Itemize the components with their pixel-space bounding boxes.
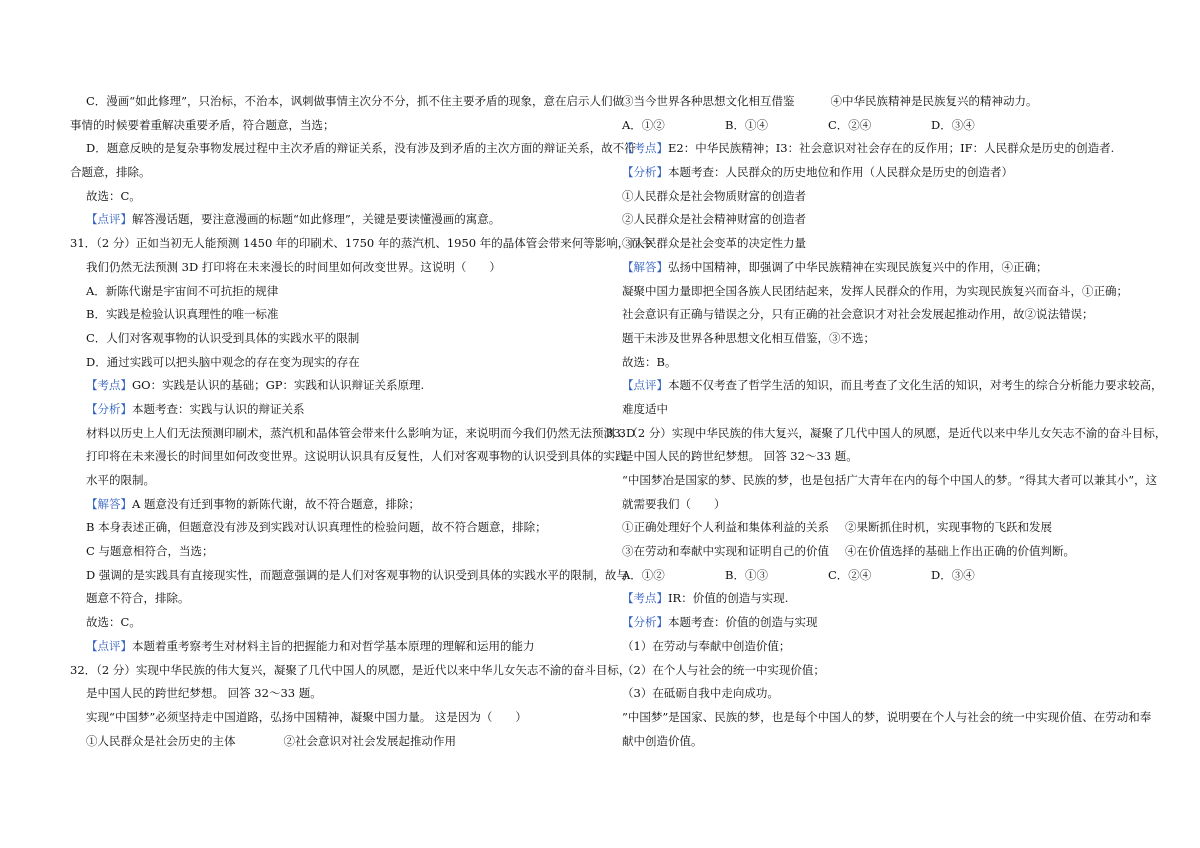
text-line: 事情的时候要着重解决重要矛盾，符合题意，当选； bbox=[70, 117, 335, 132]
text-line bbox=[606, 611, 1128, 635]
section-tag: 【考点】 bbox=[622, 141, 668, 156]
text-line bbox=[606, 374, 1163, 398]
section-tag: 【点评】 bbox=[86, 212, 132, 227]
text-line: 献中创造价值。 bbox=[622, 733, 703, 748]
section-text: E2：中华民族精神；I3：社会意识对社会存在的反作用；IF：人民群众是历史的创造者. bbox=[668, 141, 1115, 156]
text-line bbox=[70, 374, 592, 398]
text-line: 就需要我们（ ） bbox=[622, 496, 726, 511]
text-line: 31．（2 分）正如当初无人能预测 1450 年的印刷术、1750 年的蒸汽机、1950 年的晶体管会带来何等影响，而今 bbox=[70, 236, 653, 251]
text-line: 32．（2 分）实现中华民族的伟大复兴，凝聚了几代中国人的夙愿，是近代以来中华儿女矢志不渝的奋斗目标， bbox=[70, 662, 631, 677]
text-line bbox=[606, 137, 1128, 161]
text-line: “中国梦冶是国家的梦、民族的梦，也是包括广大青年在内的每个中国人的梦。“得其大者可以兼其小”，这 bbox=[622, 473, 1158, 487]
option-statement: ②果断抓住时机，实现事物的飞跃和发展 bbox=[845, 520, 1052, 535]
section-text: 本题着重考察考生对材料主旨的把握能力和对哲学基本原理的理解和运用的能力 bbox=[132, 638, 535, 653]
section-text: GO：实践是认识的基础；GP：实践和认识辩证关系原理. bbox=[132, 378, 425, 393]
answer-choice: A．①② bbox=[622, 567, 665, 582]
text-line: ②人民群众是社会精神财富的创造者 bbox=[622, 212, 806, 227]
section-tag: 【点评】 bbox=[622, 378, 668, 393]
text-line bbox=[70, 208, 592, 232]
text-line bbox=[70, 398, 592, 422]
section-tag: 【分析】 bbox=[86, 401, 132, 416]
text-line: C 与题意相符合，当选； bbox=[86, 544, 214, 559]
text-line: 题意不符合，排除。 bbox=[86, 591, 190, 606]
option-statement: ③在劳动和奉献中实现和证明自己的价值 bbox=[622, 544, 829, 559]
text-line bbox=[606, 256, 1128, 280]
text-line: C．人们对客观事物的认识受到具体的实践水平的限制 bbox=[86, 330, 360, 345]
section-tag: 【考点】 bbox=[622, 591, 668, 606]
text-line: 社会意识有正确与错误之分，只有正确的社会意识才对社会发展起推动作用，故②说法错误； bbox=[622, 307, 1094, 322]
section-tag: 【解答】 bbox=[86, 496, 132, 511]
text-line bbox=[606, 516, 1128, 540]
text-line bbox=[606, 540, 1128, 564]
text-line: ③人民群众是社会变革的决定性力量 bbox=[622, 236, 806, 251]
text-line: ”中国梦”是国家、民族的梦，也是每个中国人的梦，说明要在个人与社会的统一中实现价值、在劳动和奉 bbox=[622, 709, 1152, 724]
right-column bbox=[606, 90, 1167, 753]
answer-choice: D．③④ bbox=[931, 117, 975, 132]
text-line: 难度适中 bbox=[622, 401, 668, 416]
text-line: 我们仍然无法预测 3D 打印将在未来漫长的时间里如何改变世界。这说明（ ） bbox=[86, 259, 501, 274]
text-line: 是中国人民的跨世纪梦想。 回答 32～33 题。 bbox=[622, 449, 858, 464]
text-line: 材料以历史上人们无法预测印刷术，蒸汽机和晶体管会带来什么影响为证，来说明而今我们仍然无法预测 3D bbox=[86, 425, 636, 440]
text-line bbox=[606, 114, 1128, 138]
text-line: 33．（2 分）实现中华民族的伟大复兴，凝聚了几代中国人的夙愿，是近代以来中华儿女矢志不渝的奋斗目标， bbox=[606, 425, 1167, 440]
section-text: 本题考查：人民群众的历史地位和作用（人民群众是历史的创造者） bbox=[668, 165, 1013, 180]
section-tag: 【考点】 bbox=[86, 378, 132, 393]
text-line: D．通过实践可以把头脑中观念的存在变为现实的存在 bbox=[86, 354, 360, 369]
text-line: 合题意，排除。 bbox=[70, 165, 151, 180]
text-line: 故选：C。 bbox=[86, 188, 141, 203]
option-statement: ③当今世界各种思想文化相互借鉴 bbox=[622, 94, 795, 108]
text-line: D 强调的是实践具有直接现实性，而题意强调的是人们对客观事物的认识受到具体的实践水平的限制，故与 bbox=[86, 567, 628, 582]
section-text: 本题不仅考查了哲学生活的知识，而且考查了文化生活的知识，对考生的综合分析能力要求较高， bbox=[668, 378, 1163, 393]
section-tag: 【分析】 bbox=[622, 615, 668, 630]
text-line: B 本身表述正确，但题意没有涉及到实践对认识真理性的检验问题，故不符合题意，排除； bbox=[86, 520, 547, 535]
text-line: 故选：B。 bbox=[622, 354, 677, 369]
section-tag: 【分析】 bbox=[622, 165, 668, 180]
section-tag: 【点评】 bbox=[86, 638, 132, 653]
text-line bbox=[606, 90, 1128, 114]
text-line: B．实践是检验认识真理性的唯一标准 bbox=[86, 307, 279, 322]
text-line: 是中国人民的跨世纪梦想。 回答 32～33 题。 bbox=[86, 686, 322, 701]
text-line: D．题意反映的是复杂事物发展过程中主次矛盾的辩证关系，没有涉及到矛盾的主次方面的辩证关系，故不符 bbox=[86, 141, 636, 156]
text-line: A．新陈代谢是宇宙间不可抗拒的规律 bbox=[86, 283, 279, 298]
text-line bbox=[606, 564, 1128, 588]
text-line: 打印将在未来漫长的时间里如何改变世界。这说明认识具有反复性，人们对客观事物的认识受到具体的实践 bbox=[86, 449, 627, 464]
section-tag: 【解答】 bbox=[622, 259, 668, 274]
text-line: 实现“中国梦”必须坚持走中国道路，弘扬中国精神，凝聚中国力量。 这是因为（ ） bbox=[86, 709, 527, 724]
option-statement: ②社会意识对社会发展起推动作用 bbox=[283, 733, 456, 748]
text-line: （3）在砥砺自我中走向成功。 bbox=[622, 686, 779, 701]
section-text: A 题意没有迁到事物的新陈代谢，故不符合题意，排除； bbox=[132, 496, 420, 511]
section-text: 本题考查：实践与认识的辩证关系 bbox=[132, 401, 305, 416]
section-text: 解答漫话题，要注意漫画的标题“如此修理”，关键是要读懂漫画的寓意。 bbox=[132, 212, 501, 227]
text-line: C．漫画“如此修理”，只治标，不治本，讽刺做事情主次分不分，抓不住主要矛盾的现象，意在启示人们做 bbox=[86, 94, 625, 108]
answer-choice: A．①② bbox=[622, 117, 665, 132]
text-line bbox=[70, 493, 592, 517]
text-line bbox=[606, 161, 1128, 185]
answer-choice: B．①④ bbox=[725, 117, 768, 132]
option-statement: ④中华民族精神是民族复兴的精神动力。 bbox=[830, 94, 1038, 108]
answer-choice: C．②④ bbox=[828, 567, 872, 582]
text-line: 凝聚中国力量即把全国各族人民团结起来，发挥人民群众的作用，为实现民族复兴而奋斗，①正确； bbox=[622, 283, 1128, 298]
section-text: 弘扬中国精神，即强调了中华民族精神在实现民族复兴中的作用，④正确； bbox=[668, 259, 1048, 274]
text-line bbox=[70, 635, 592, 659]
text-line: ①人民群众是社会物质财富的创造者 bbox=[622, 188, 806, 203]
answer-choice: C．②④ bbox=[828, 117, 872, 132]
answer-choice: B．①③ bbox=[725, 567, 768, 582]
option-statement: ①人民群众是社会历史的主体 bbox=[86, 733, 236, 748]
text-line bbox=[606, 587, 1128, 611]
option-statement: ④在价值选择的基础上作出正确的价值判断。 bbox=[845, 544, 1075, 559]
text-line bbox=[70, 730, 592, 754]
text-line: 水平的限制。 bbox=[86, 473, 155, 487]
text-line: （1）在劳动与奉献中创造价值； bbox=[622, 638, 791, 653]
section-text: IR：价值的创造与实现. bbox=[668, 591, 789, 606]
text-line: 故选：C。 bbox=[86, 615, 141, 630]
text-line: 题干未涉及世界各种思想文化相互借鉴，③不选； bbox=[622, 330, 875, 345]
text-line: （2）在个人与社会的统一中实现价值； bbox=[622, 662, 825, 677]
option-statement: ①正确处理好个人利益和集体利益的关系 bbox=[622, 520, 829, 535]
section-text: 本题考查：价值的创造与实现 bbox=[668, 615, 818, 630]
answer-choice: D．③④ bbox=[931, 567, 975, 582]
